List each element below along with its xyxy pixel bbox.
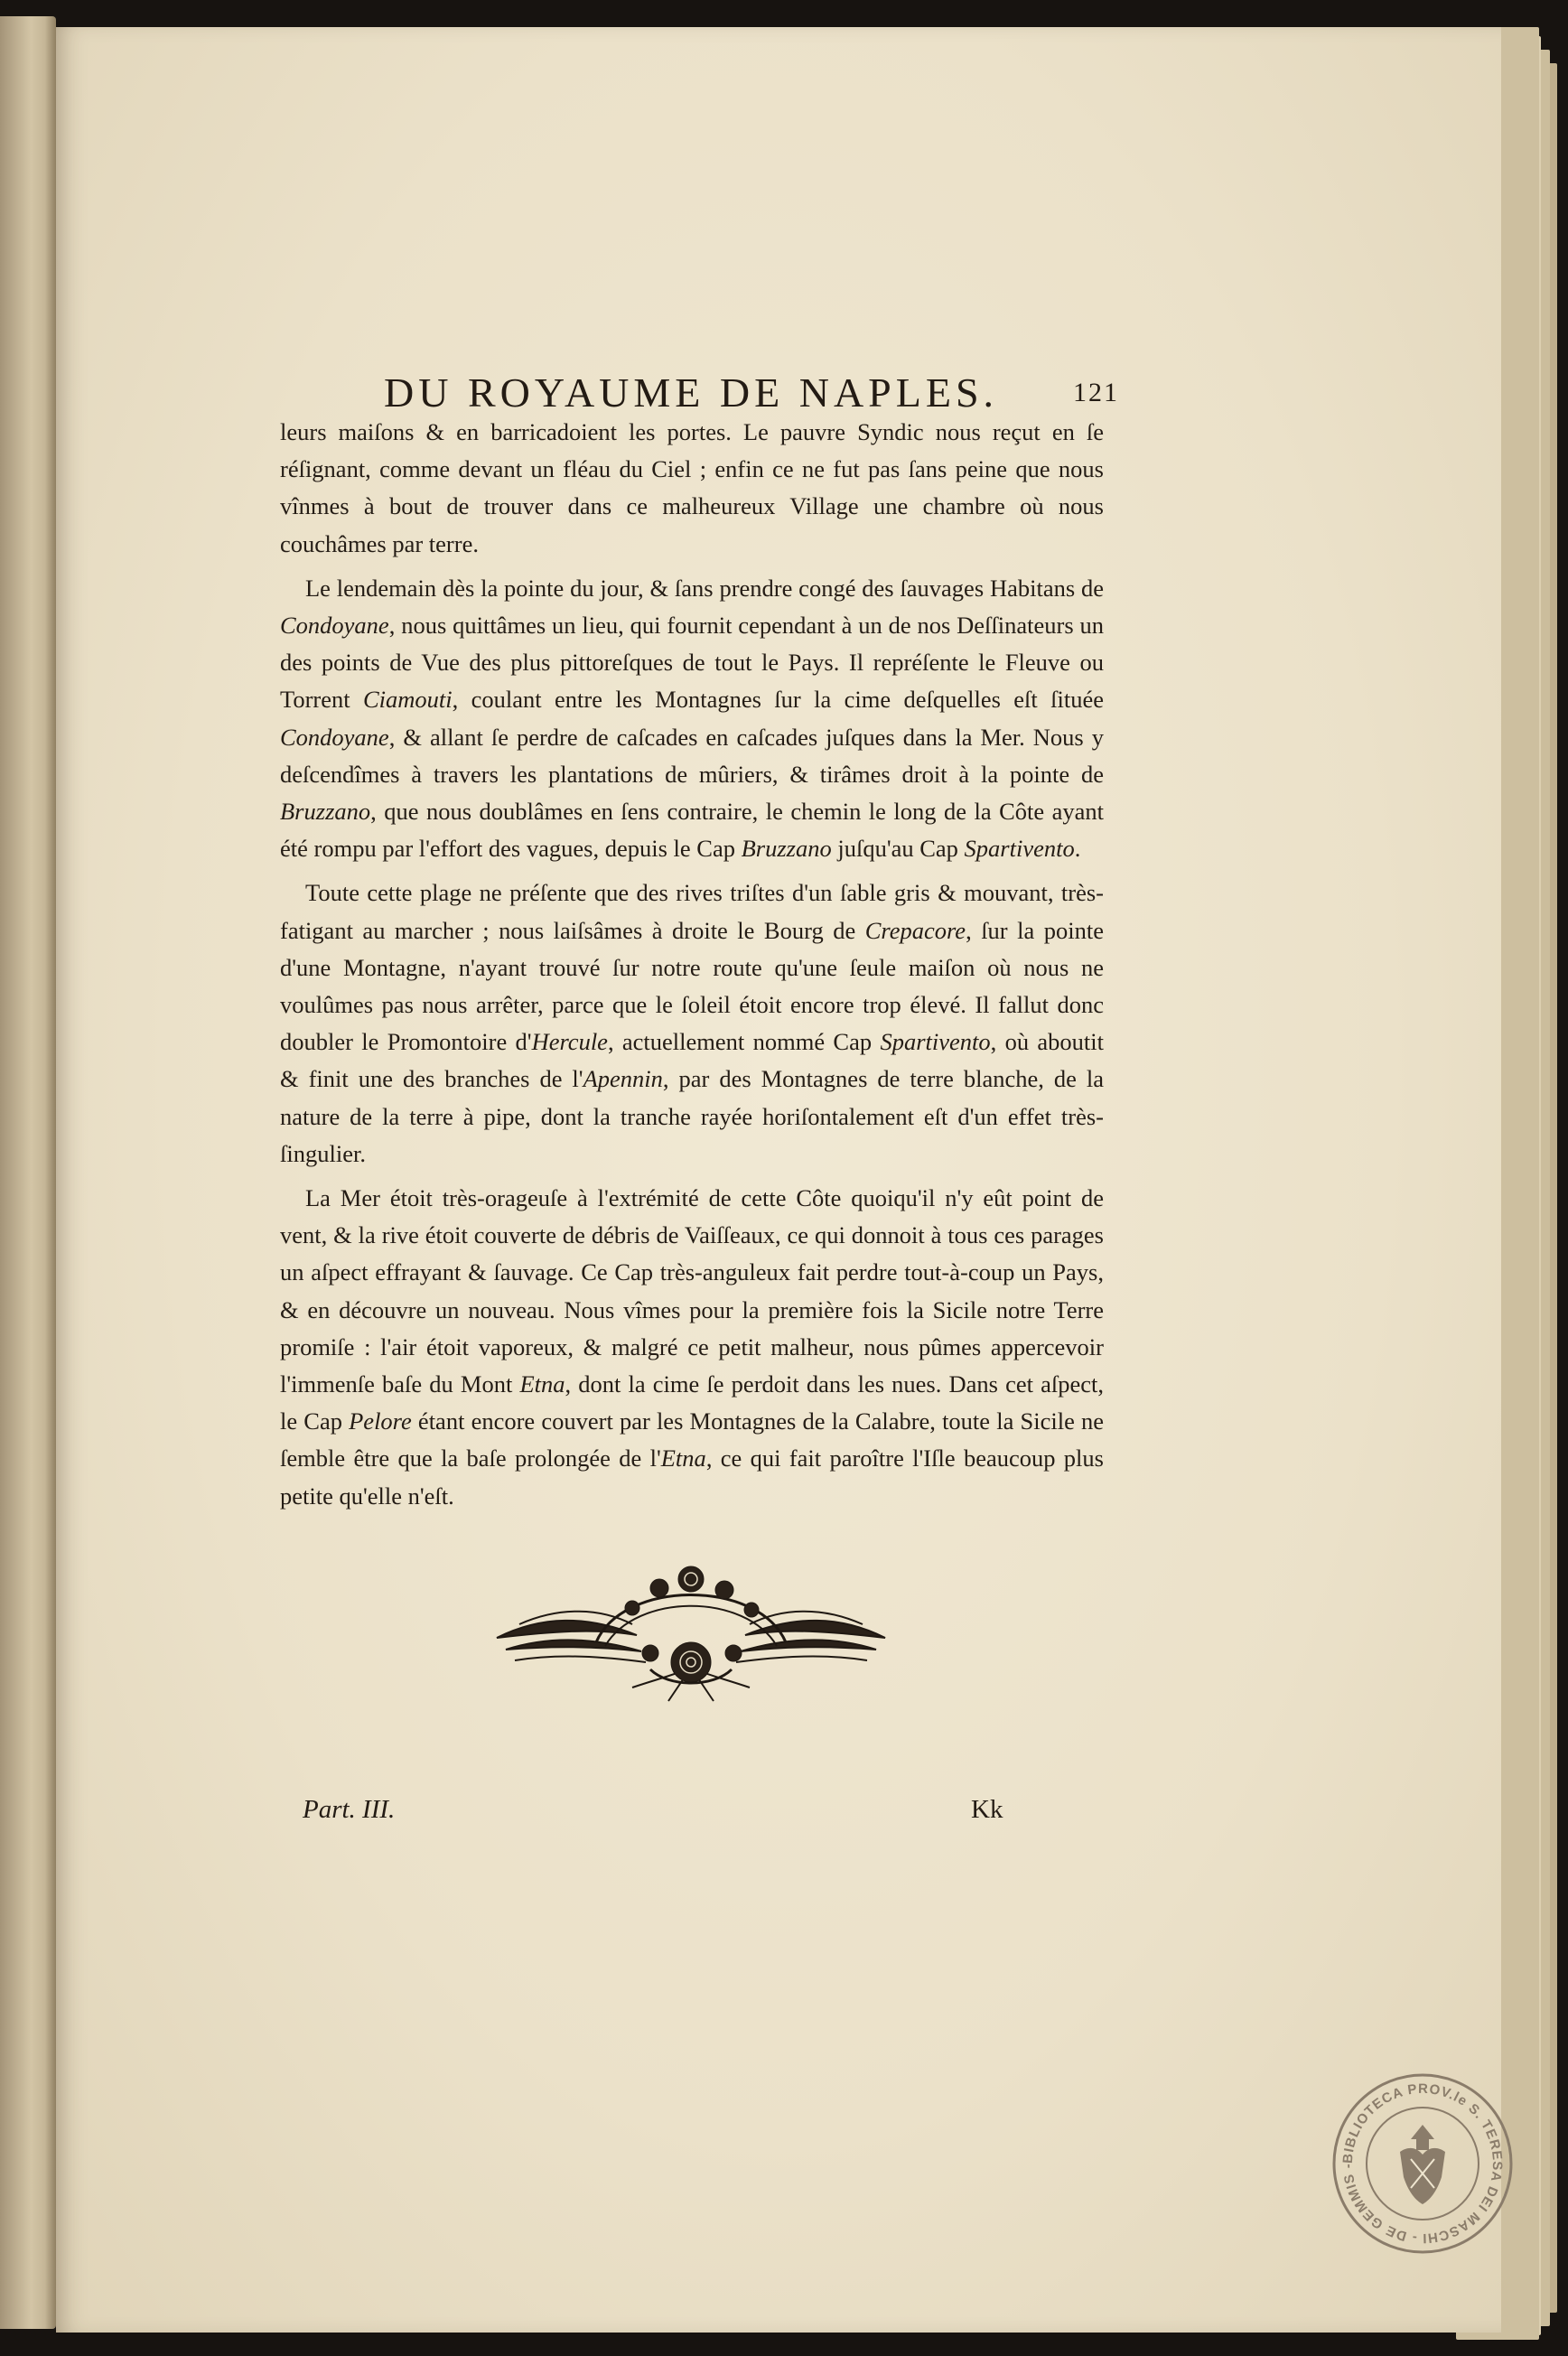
italic-name: Etna bbox=[519, 1370, 565, 1398]
library-seal-stamp-icon bbox=[1328, 2069, 1517, 2258]
text-run: . bbox=[1074, 835, 1081, 863]
italic-name: Bruzzano bbox=[741, 835, 832, 863]
paragraph bbox=[280, 414, 1104, 563]
floral-garland-ornament-icon bbox=[488, 1552, 894, 1710]
italic-name: Condoyane bbox=[280, 612, 389, 640]
text-run: La Mer étoit très-orageuſe à l'extrémité de cette Côte quoiqu'il n'y eût point de vent, & la rive étoit couverte de débris de Vaiſſeaux, ce qui donnoit à tous ces parages un aſpect effrayant & ſauvage. Ce Cap très-anguleux fait perdre tout-à-coup un Pays, & en découvre un nouveau. Nous vîmes pour la première fois la Sicile notre Terre promiſe : l'air étoit vaporeux, & malgré ce petit malheur, nous pûmes appercevoir l'immenſe baſe du Mont bbox=[280, 1184, 1104, 1398]
text-run: Le lendemain dès la pointe du jour, & ſans prendre congé des ſauvages Habitans de bbox=[305, 574, 1104, 602]
text-run: , ſur la pointe d'une Montagne, n'ayant trouvé ſur notre route qu'une ſeule maiſon où nous ne voulûmes pas nous arrêter, parce que le ſoleil étoit encore trop élevé. Il fallut donc doubler le Promontoire d' bbox=[280, 916, 1104, 1056]
body-text bbox=[280, 414, 1104, 1522]
text-run: , nous quittâmes un lieu, qui fournit cependant à un de nos Deſſinateurs un des points de Vue des plus pittoreſques de tout le Pays. Il repréſente le Fleuve ou Torrent bbox=[280, 612, 1104, 714]
text-run: , par des Montagnes de terre blanche, de la nature de la terre à pipe, dont la tranche rayée horiſontalement eſt d'un effet très-ſingulier. bbox=[280, 1065, 1104, 1167]
italic-name: Etna bbox=[660, 1444, 706, 1472]
text-run: , où aboutit & finit une des branches de l' bbox=[280, 1028, 1105, 1093]
text-run: , ce qui fait paroître l'Iſle beaucoup plus petite qu'elle n'eſt. bbox=[280, 1444, 1104, 1510]
paragraph bbox=[280, 570, 1104, 868]
running-title: DU ROYAUME DE NAPLES. bbox=[384, 369, 999, 416]
text-run: , coulant entre les Montagnes ſur la cime deſquelles eſt ſituée bbox=[452, 686, 1104, 714]
italic-name: Crepacore bbox=[864, 916, 966, 944]
paragraph bbox=[280, 874, 1104, 1173]
facing-page-edge bbox=[0, 16, 56, 2329]
text-run: étant encore couvert par les Montagnes de la Calabre, toute la Sicile ne ſemble être que la baſe prolongée de l' bbox=[280, 1407, 1104, 1472]
page-number: 121 bbox=[1073, 378, 1119, 407]
text-run: , & allant ſe perdre de caſcades en caſcades juſques dans la Mer. Nous y deſcendîmes à travers les plantations de mûriers, & tirâmes droit à la pointe de bbox=[280, 723, 1104, 788]
italic-name: Bruzzano bbox=[280, 798, 371, 826]
text-run: , actuellement nommé Cap bbox=[607, 1028, 881, 1056]
text-run: juſqu'au Cap bbox=[831, 835, 965, 863]
catchword: Kk bbox=[971, 1795, 1003, 1824]
italic-name: Pelore bbox=[349, 1407, 412, 1435]
italic-name: Hercule bbox=[531, 1028, 608, 1056]
paragraph bbox=[280, 1180, 1104, 1515]
italic-name: Condoyane bbox=[280, 723, 389, 751]
signature-mark: Part. III. bbox=[303, 1795, 396, 1824]
text-run: , dont la cime ſe perdoit dans les nues. Dans cet aſpect, le Cap bbox=[280, 1370, 1104, 1435]
page-header bbox=[384, 369, 1106, 414]
italic-name: Spartivento bbox=[880, 1028, 991, 1056]
text-run: Toute cette plage ne préſente que des rives triſtes d'un ſable gris & mouvant, très-fatigant au marcher ; nous laiſsâmes à droite le Bourg de bbox=[280, 879, 1104, 944]
italic-name: Spartivento bbox=[964, 835, 1075, 863]
italic-name: Apennin bbox=[583, 1065, 663, 1093]
text-run: , que nous doublâmes en ſens contraire, le chemin le long de la Côte ayant été rompu par l'effort des vagues, depuis le Cap bbox=[280, 798, 1104, 863]
italic-name: Ciamouti bbox=[362, 686, 453, 714]
stamp-text: BIBLIOTECA PROV.le S. TERESA DEI MASCHI - DE GEMMIS - bbox=[1339, 2080, 1506, 2247]
text-run: leurs maiſons & en barricadoient les portes. Le pauvre Syndic nous reçut en ſe réſignant, comme devant un fléau du Ciel ; enfin ce ne fut pas ſans peine que nous vînmes à bout de trouver dans ce malheureux Village une chambre où nous couchâmes par terre. bbox=[280, 418, 1104, 557]
